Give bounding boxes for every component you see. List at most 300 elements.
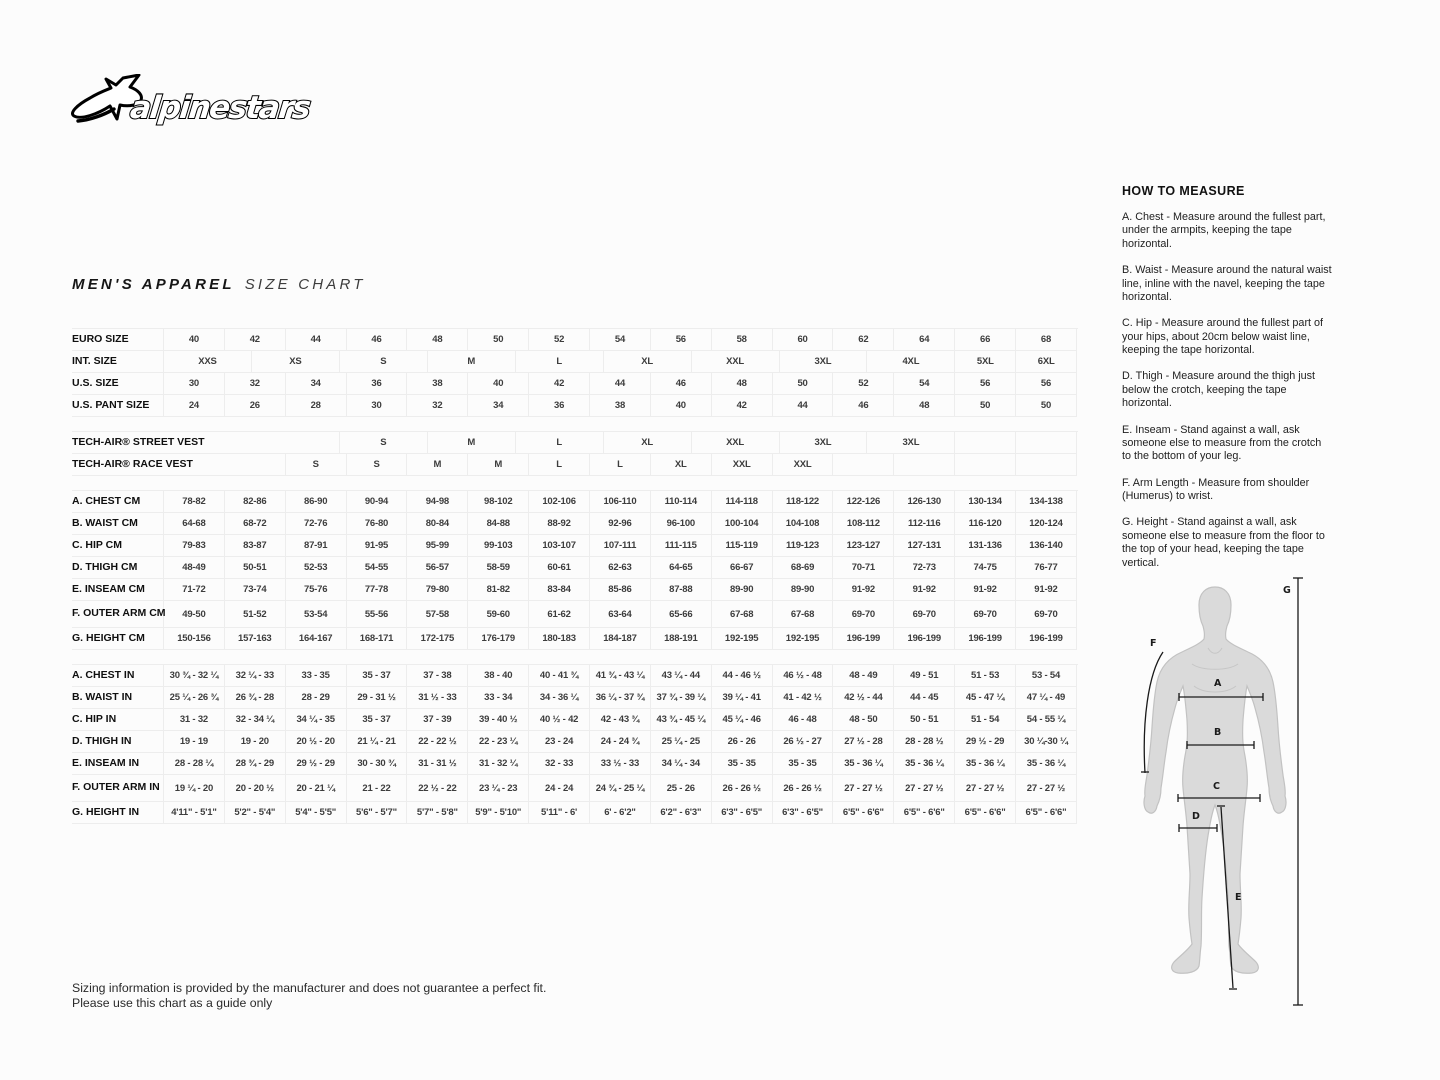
- size-cell: 53-54: [286, 601, 347, 628]
- size-cell: 33 ½ - 33: [590, 753, 651, 775]
- size-cell: S: [347, 454, 408, 476]
- size-cell: 5'9" - 5'10": [468, 802, 529, 824]
- size-cell: 52-53: [286, 557, 347, 579]
- size-cell: 107-111: [590, 535, 651, 557]
- size-cell: XXL: [773, 454, 834, 476]
- size-cell: 83-87: [225, 535, 286, 557]
- size-cell: 37 - 38: [407, 665, 468, 687]
- size-cell: XL: [651, 454, 712, 476]
- table-row: [72, 395, 1078, 417]
- size-cell: 75-76: [286, 579, 347, 601]
- size-cell: 32 - 34 ¼: [225, 709, 286, 731]
- size-cell: 25 - 26: [651, 775, 712, 802]
- size-cell: 49-50: [164, 601, 225, 628]
- size-cell: 91-92: [833, 579, 894, 601]
- size-cell: 52: [529, 329, 590, 351]
- size-cell: 26: [225, 395, 286, 417]
- page-title-main: MEN'S APPAREL: [72, 276, 235, 293]
- size-cell: 22 - 23 ¼: [468, 731, 529, 753]
- size-cell: XS: [252, 351, 340, 373]
- size-cell: 30 - 30 ¾: [347, 753, 408, 775]
- size-cell: 30 ¼-30 ¼: [1016, 731, 1077, 753]
- size-cell: 188-191: [651, 628, 712, 650]
- size-cell: 29 ½ - 29: [286, 753, 347, 775]
- measure-instruction-waist: B. Waist - Measure around the natural waist line, inline with the navel, keeping the tape horizontal.: [1122, 264, 1332, 303]
- size-cell: 168-171: [347, 628, 408, 650]
- size-cell: 58-59: [468, 557, 529, 579]
- size-cell: 110-114: [651, 491, 712, 513]
- size-cell: 28 - 28 ¼: [164, 753, 225, 775]
- size-cell: 196-199: [894, 628, 955, 650]
- size-cell: 3XL: [867, 432, 955, 454]
- disclaimer-line-1: Sizing information is provided by the manufacturer and does not guarantee a perfect fit.: [72, 981, 547, 995]
- size-cell: [833, 454, 894, 476]
- size-cell: 27 - 27 ½: [1016, 775, 1077, 802]
- size-cell: 91-92: [1016, 579, 1077, 601]
- size-cell: 19 - 20: [225, 731, 286, 753]
- size-cell: 31 - 32: [164, 709, 225, 731]
- size-cell: 67-68: [773, 601, 834, 628]
- row-label: EURO SIZE: [72, 329, 164, 351]
- size-cell: 44: [773, 395, 834, 417]
- size-cell: 5'4" - 5'5": [286, 802, 347, 824]
- size-cell: 48-49: [164, 557, 225, 579]
- size-cell: 44: [286, 329, 347, 351]
- size-cell: 52: [833, 373, 894, 395]
- size-cell: 57-58: [407, 601, 468, 628]
- table-row: [72, 491, 1078, 513]
- size-cell: 64-68: [164, 513, 225, 535]
- size-cell: 43 ¼ - 44: [651, 665, 712, 687]
- size-cell: 6'3" - 6'5": [712, 802, 773, 824]
- table-row: [72, 454, 1078, 476]
- label-g: G: [1283, 585, 1291, 596]
- row-label: A. CHEST CM: [72, 491, 164, 513]
- size-cell: 50: [468, 329, 529, 351]
- size-cell: 26 ¾ - 28: [225, 687, 286, 709]
- row-label: C. HIP CM: [72, 535, 164, 557]
- size-cell: 44 - 45: [894, 687, 955, 709]
- size-cell: 26 ½ - 27: [773, 731, 834, 753]
- size-cell: 27 - 27 ½: [833, 775, 894, 802]
- table-block-tech-air: [72, 431, 1078, 476]
- size-cell: 69-70: [894, 601, 955, 628]
- size-cell: 96-100: [651, 513, 712, 535]
- table-row: [72, 373, 1078, 395]
- row-label: F. OUTER ARM CM: [72, 601, 164, 628]
- size-cell: 50: [1016, 395, 1077, 417]
- size-cell: 51-52: [225, 601, 286, 628]
- size-cell: 176-179: [468, 628, 529, 650]
- table-row: [72, 687, 1078, 709]
- size-cell: 65-66: [651, 601, 712, 628]
- size-cell: 30 ¾ - 32 ¼: [164, 665, 225, 687]
- size-cell: 36: [529, 395, 590, 417]
- size-cell: 62-63: [590, 557, 651, 579]
- size-cell: 63-64: [590, 601, 651, 628]
- size-cell: 111-115: [651, 535, 712, 557]
- measure-instruction-chest: A. Chest - Measure around the fullest part, under the armpits, keeping the tape horizontal.: [1122, 211, 1326, 250]
- size-cell: 70-71: [833, 557, 894, 579]
- size-cell: 37 ¾ - 39 ¼: [651, 687, 712, 709]
- size-cell: 20 - 20 ½: [225, 775, 286, 802]
- size-cell: 56: [1016, 373, 1077, 395]
- alpinestars-logo-graphic: [68, 74, 330, 136]
- size-cell: 34: [286, 373, 347, 395]
- size-cell: 50: [773, 373, 834, 395]
- measure-instruction-height: G. Height - Stand against a wall, ask someone else to measure from the floor to the top of your head, keeping the tape vertical.: [1122, 516, 1325, 569]
- size-cell: 30: [164, 373, 225, 395]
- size-cell: 39 ¼ - 41: [712, 687, 773, 709]
- page-title-sub: SIZE CHART: [244, 276, 366, 293]
- size-cell: 46 - 48: [773, 709, 834, 731]
- size-cell: 45 ¼ - 46: [712, 709, 773, 731]
- size-cell: 56: [651, 329, 712, 351]
- size-cell: 87-88: [651, 579, 712, 601]
- size-cell: 33 - 35: [286, 665, 347, 687]
- size-cell: 54: [590, 329, 651, 351]
- size-cell: 24: [164, 395, 225, 417]
- size-cell: 79-80: [407, 579, 468, 601]
- size-cell: 123-127: [833, 535, 894, 557]
- row-label: A. CHEST IN: [72, 665, 164, 687]
- size-cell: 42: [712, 395, 773, 417]
- size-cell: 35 - 36 ¼: [1016, 753, 1077, 775]
- alpinestars-logo: [68, 74, 330, 136]
- table-row: [72, 802, 1078, 824]
- size-cell: 120-124: [1016, 513, 1077, 535]
- size-cell: 6'5" - 6'6": [894, 802, 955, 824]
- size-cell: 84-88: [468, 513, 529, 535]
- size-cell: 46 ½ - 48: [773, 665, 834, 687]
- size-cell: 29 ½ - 29: [955, 731, 1016, 753]
- size-cell: 83-84: [529, 579, 590, 601]
- size-cell: 20 - 21 ¼: [286, 775, 347, 802]
- size-cell: 85-86: [590, 579, 651, 601]
- label-f: F: [1150, 638, 1157, 649]
- size-cell: 48: [712, 373, 773, 395]
- how-to-measure-title: HOW TO MEASURE: [1122, 184, 1245, 198]
- size-cell: 35 - 35: [712, 753, 773, 775]
- size-cell: 164-167: [286, 628, 347, 650]
- size-cell: [955, 432, 1016, 454]
- size-cell: 35 - 36 ¼: [833, 753, 894, 775]
- row-label: G. HEIGHT IN: [72, 802, 164, 824]
- size-cell: S: [340, 351, 428, 373]
- size-cell: 60: [773, 329, 834, 351]
- size-cell: 73-74: [225, 579, 286, 601]
- size-cell: 51 - 54: [955, 709, 1016, 731]
- size-cell: 42 - 43 ¾: [590, 709, 651, 731]
- table-block-sizes: [72, 328, 1078, 417]
- size-chart-table: [72, 328, 1078, 824]
- size-cell: 53 - 54: [1016, 665, 1077, 687]
- size-cell: 3XL: [780, 351, 868, 373]
- size-cell: 60-61: [529, 557, 590, 579]
- size-cell: 44 - 46 ½: [712, 665, 773, 687]
- table-block-cm: [72, 490, 1078, 650]
- disclaimer-line-2: Please use this chart as a guide only: [72, 995, 273, 1010]
- size-cell: XL: [604, 351, 692, 373]
- size-cell: 48 - 49: [833, 665, 894, 687]
- size-cell: XXL: [692, 351, 780, 373]
- label-b: B: [1214, 727, 1222, 738]
- size-cell: 100-104: [712, 513, 773, 535]
- size-cell: [955, 454, 1016, 476]
- size-cell: 74-75: [955, 557, 1016, 579]
- size-cell: 38: [590, 395, 651, 417]
- size-cell: 40: [468, 373, 529, 395]
- size-cell: 72-76: [286, 513, 347, 535]
- size-cell: 42 ½ - 44: [833, 687, 894, 709]
- size-cell: 180-183: [529, 628, 590, 650]
- size-cell: 42: [529, 373, 590, 395]
- size-cell: 131-136: [955, 535, 1016, 557]
- size-cell: 29 - 31 ½: [347, 687, 408, 709]
- size-cell: 19 ¼ - 20: [164, 775, 225, 802]
- size-cell: 89-90: [773, 579, 834, 601]
- size-cell: L: [516, 432, 604, 454]
- size-cell: 71-72: [164, 579, 225, 601]
- table-row: [72, 775, 1078, 802]
- size-cell: 50-51: [225, 557, 286, 579]
- size-cell: 5'6" - 5'7": [347, 802, 408, 824]
- size-cell: 34 - 36 ¼: [529, 687, 590, 709]
- size-cell: 58: [712, 329, 773, 351]
- size-cell: 184-187: [590, 628, 651, 650]
- size-cell: 54: [894, 373, 955, 395]
- table-row: [72, 665, 1078, 687]
- size-cell: 27 - 27 ½: [894, 775, 955, 802]
- table-row: [72, 513, 1078, 535]
- size-cell: 192-195: [773, 628, 834, 650]
- size-cell: 36: [347, 373, 408, 395]
- size-cell: 196-199: [1016, 628, 1077, 650]
- size-cell: 6'3" - 6'5": [773, 802, 834, 824]
- size-cell: 35 - 36 ¼: [955, 753, 1016, 775]
- size-cell: 6'2" - 6'3": [651, 802, 712, 824]
- size-cell: 6'5" - 6'6": [1016, 802, 1077, 824]
- size-cell: 118-122: [773, 491, 834, 513]
- size-cell: 25 ¼ - 25: [651, 731, 712, 753]
- size-cell: 41 ¾ - 43 ¼: [590, 665, 651, 687]
- size-cell: 43 ¾ - 45 ¼: [651, 709, 712, 731]
- row-label: F. OUTER ARM IN: [72, 775, 164, 802]
- measure-instruction-inseam: E. Inseam - Stand against a wall, ask someone else to measure from the crotch to the bottom of your leg.: [1122, 423, 1322, 463]
- size-cell: 72-73: [894, 557, 955, 579]
- label-c: C: [1213, 781, 1220, 792]
- size-cell: 30: [347, 395, 408, 417]
- table-row: [72, 329, 1078, 351]
- label-d: D: [1192, 811, 1200, 822]
- size-cell: 41 - 42 ½: [773, 687, 834, 709]
- size-cell: 196-199: [955, 628, 1016, 650]
- table-row: [72, 601, 1078, 628]
- size-cell: M: [468, 454, 529, 476]
- size-cell: 150-156: [164, 628, 225, 650]
- disclaimer: [72, 981, 546, 1011]
- size-cell: 79-83: [164, 535, 225, 557]
- size-cell: 88-92: [529, 513, 590, 535]
- size-cell: 28: [286, 395, 347, 417]
- size-cell: 95-99: [407, 535, 468, 557]
- size-cell: 23 ¼ - 23: [468, 775, 529, 802]
- row-label: B. WAIST IN: [72, 687, 164, 709]
- size-cell: 54-55: [347, 557, 408, 579]
- size-cell: 40 - 41 ¾: [529, 665, 590, 687]
- size-cell: 35 - 37: [347, 709, 408, 731]
- size-cell: 26 - 26 ½: [773, 775, 834, 802]
- table-row: [72, 731, 1078, 753]
- size-cell: 77-78: [347, 579, 408, 601]
- table-row: [72, 753, 1078, 775]
- size-cell: 38: [407, 373, 468, 395]
- size-cell: 68-69: [773, 557, 834, 579]
- row-label: U.S. SIZE: [72, 373, 164, 395]
- measure-instruction-arm: F. Arm Length - Measure from shoulder (Humerus) to wrist.: [1122, 476, 1310, 502]
- label-e: E: [1235, 892, 1242, 903]
- size-cell: 55-56: [347, 601, 408, 628]
- size-cell: 4'11" - 5'1": [164, 802, 225, 824]
- size-cell: 31 - 31 ½: [407, 753, 468, 775]
- size-cell: 196-199: [833, 628, 894, 650]
- row-label: INT. SIZE: [72, 351, 164, 373]
- size-cell: 68-72: [225, 513, 286, 535]
- size-cell: 48: [894, 395, 955, 417]
- size-cell: 35 - 37: [347, 665, 408, 687]
- size-cell: M: [428, 351, 516, 373]
- size-cell: 69-70: [1016, 601, 1077, 628]
- size-cell: M: [428, 432, 516, 454]
- size-cell: 34 ¼ - 35: [286, 709, 347, 731]
- size-cell: 32 ¼ - 33: [225, 665, 286, 687]
- size-cell: 102-106: [529, 491, 590, 513]
- size-cell: L: [516, 351, 604, 373]
- size-cell: 19 - 19: [164, 731, 225, 753]
- size-cell: 48 - 50: [833, 709, 894, 731]
- size-cell: 66: [955, 329, 1016, 351]
- size-cell: 42: [225, 329, 286, 351]
- size-cell: 114-118: [712, 491, 773, 513]
- size-cell: 21 - 22: [347, 775, 408, 802]
- int-size-segment: [164, 351, 955, 373]
- row-label: B. WAIST CM: [72, 513, 164, 535]
- size-cell: 103-107: [529, 535, 590, 557]
- size-cell: M: [407, 454, 468, 476]
- size-cell: 78-82: [164, 491, 225, 513]
- size-cell: 108-112: [833, 513, 894, 535]
- size-cell: 40 ½ - 42: [529, 709, 590, 731]
- size-cell: 6'5" - 6'6": [955, 802, 1016, 824]
- row-label: D. THIGH IN: [72, 731, 164, 753]
- row-label: U.S. PANT SIZE: [72, 395, 164, 417]
- table-row: [72, 432, 1078, 454]
- size-cell: 172-175: [407, 628, 468, 650]
- size-cell: 127-131: [894, 535, 955, 557]
- size-cell: 64-65: [651, 557, 712, 579]
- size-cell: 130-134: [955, 491, 1016, 513]
- size-cell: 32: [225, 373, 286, 395]
- size-cell: 36 ¼ - 37 ¾: [590, 687, 651, 709]
- size-cell: 5'11" - 6': [529, 802, 590, 824]
- size-cell: [894, 454, 955, 476]
- size-cell: 66-67: [712, 557, 773, 579]
- size-cell: 31 - 32 ¼: [468, 753, 529, 775]
- size-cell: 192-195: [712, 628, 773, 650]
- table-row: [72, 557, 1078, 579]
- body-measurement-diagram: [1140, 572, 1310, 1020]
- page-title: [72, 276, 366, 293]
- size-cell: 67-68: [712, 601, 773, 628]
- size-cell: 134-138: [1016, 491, 1077, 513]
- size-cell: 5XL: [955, 351, 1016, 373]
- size-cell: 80-84: [407, 513, 468, 535]
- size-cell: 56: [955, 373, 1016, 395]
- size-cell: 61-62: [529, 601, 590, 628]
- size-cell: 20 ½ - 20: [286, 731, 347, 753]
- size-cell: 106-110: [590, 491, 651, 513]
- table-row: [72, 579, 1078, 601]
- size-cell: 25 ¼ - 26 ¾: [164, 687, 225, 709]
- size-cell: 22 - 22 ½: [407, 731, 468, 753]
- size-cell: 62: [833, 329, 894, 351]
- size-cell: 46: [651, 373, 712, 395]
- how-to-measure-panel: [1122, 184, 1332, 583]
- size-cell: S: [286, 454, 347, 476]
- size-cell: 50 - 51: [894, 709, 955, 731]
- size-cell: 59-60: [468, 601, 529, 628]
- size-cell: 31 ½ - 33: [407, 687, 468, 709]
- size-cell: 157-163: [225, 628, 286, 650]
- size-cell: 54 - 55 ¼: [1016, 709, 1077, 731]
- size-cell: L: [529, 454, 590, 476]
- size-cell: 22 ½ - 22: [407, 775, 468, 802]
- row-label: TECH-AIR® RACE VEST: [72, 454, 286, 476]
- size-cell: 112-116: [894, 513, 955, 535]
- size-cell: 47 ¼ - 49: [1016, 687, 1077, 709]
- size-cell: 76-77: [1016, 557, 1077, 579]
- size-cell: 38 - 40: [468, 665, 529, 687]
- size-cell: 23 - 24: [529, 731, 590, 753]
- row-label: E. INSEAM CM: [72, 579, 164, 601]
- row-label: D. THIGH CM: [72, 557, 164, 579]
- size-cell: 34: [468, 395, 529, 417]
- alpinestars-wordmark: alpinestars: [128, 90, 312, 126]
- size-cell: 27 ½ - 28: [833, 731, 894, 753]
- size-cell: 40: [651, 395, 712, 417]
- size-cell: 46: [347, 329, 408, 351]
- size-cell: 5'7" - 5'8": [407, 802, 468, 824]
- size-cell: 86-90: [286, 491, 347, 513]
- size-cell: 27 - 27 ½: [955, 775, 1016, 802]
- size-cell: XXS: [164, 351, 252, 373]
- size-cell: [1016, 432, 1077, 454]
- size-cell: 68: [1016, 329, 1077, 351]
- size-cell: 116-120: [955, 513, 1016, 535]
- size-cell: 44: [590, 373, 651, 395]
- size-cell: 90-94: [347, 491, 408, 513]
- size-cell: 33 - 34: [468, 687, 529, 709]
- size-cell: 69-70: [955, 601, 1016, 628]
- size-cell: 35 - 36 ¼: [894, 753, 955, 775]
- size-cell: 6' - 6'2": [590, 802, 651, 824]
- size-cell: L: [590, 454, 651, 476]
- size-cell: 56-57: [407, 557, 468, 579]
- size-cell: 51 - 53: [955, 665, 1016, 687]
- size-cell: 6'5" - 6'6": [833, 802, 894, 824]
- size-cell: 94-98: [407, 491, 468, 513]
- table-row: [72, 628, 1078, 650]
